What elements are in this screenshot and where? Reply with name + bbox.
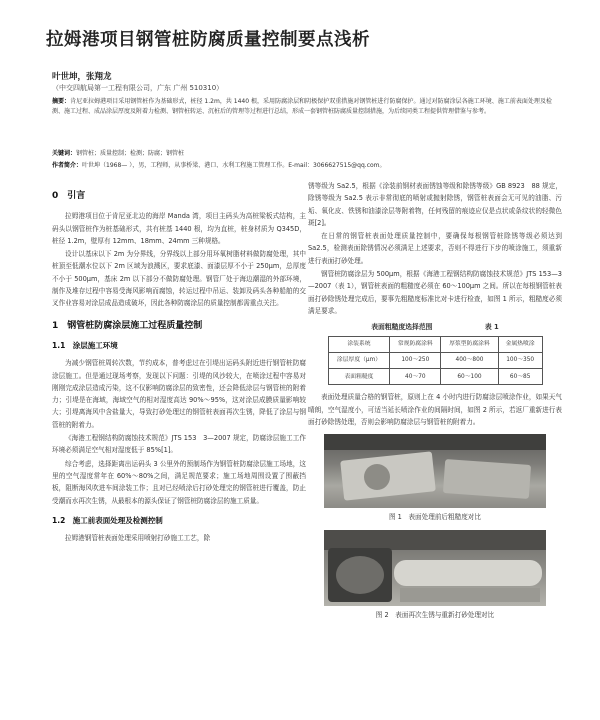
paragraph: 拉姆港钢管桩表面处理采用喷射打砂施工工艺，除 [65, 534, 211, 543]
figure-1-photo [324, 434, 546, 508]
table-caption [308, 321, 562, 333]
keywords-text: 钢管桩；质量控制；检测；防腐；钢管桩 [76, 150, 185, 157]
table-cell: 60～85 [498, 369, 542, 385]
table-cell: 100～250 [390, 352, 441, 368]
table-cell: 涂层厚度（μm） [328, 352, 390, 368]
pipe-opening-photo [336, 556, 384, 594]
table-header-cell: 厚浆型防腐涂料 [441, 336, 499, 352]
bio-label: 作者简介： [52, 162, 83, 169]
paper-authors: 叶世坤，张翔龙 [52, 72, 112, 82]
figure-2-photo [324, 530, 546, 606]
keywords-label: 关键词： [52, 150, 77, 157]
table-cell: 100～350 [498, 352, 542, 368]
table-cell: 400～800 [441, 352, 499, 368]
right-column [308, 180, 562, 627]
paragraph: 综合考虑，选择距离出运码头 3 公里外的预制场作为钢管桩防腐涂层施工场地，这里的空气湿度常年在 60%～80%之间，满足规范要求；施工场地周围设置了围蔽挡板，阻断海风吹进车间涂装工作；且对已经喷涂后打砂处理完的钢管桩进行覆盖，防止受潮而水再次生锈，从最根本的源头保证了钢管桩防腐涂层的施工质量。 [52, 459, 306, 505]
table-cell: 40～70 [390, 369, 441, 385]
photo-background [324, 434, 546, 450]
table-cell: 表面粗糙度 [328, 369, 390, 385]
left-column [52, 180, 306, 545]
table-header-row [328, 336, 542, 352]
figure-2-caption: 图 2 表面再次生锈与重新打砂处理对比 [375, 610, 495, 619]
section-heading-intro: 0 引言 [52, 191, 86, 201]
subsection-heading-1-1: 1.1 涂层施工环境 [52, 340, 118, 350]
roughness-table [328, 336, 543, 386]
paragraph: 在日常的钢管桩表面处理质量控制中，要确保每根钢管桩除锈等级必须达到 Sa2.5，检测表面除锈情况必须满足上述要求，否则不得进行下步的喷涂施工，须重新进行表面打砂处理。 [308, 232, 562, 265]
paragraph: 设计以基床以下 2m 为分界线，分界线以上部分用环氧树脂材料做防腐处理，其中桩顶至低潮水位以下 2m 区域为浪溅区，要求底漆、面漆层厚不小于 250μm，总厚度不小于 500μm，基床 2m 以下部分不做防腐处理。钢管厂处于海边潮湿的外部环境，制作及堆存过程中容易受海风影响而腐蚀，转运过程中吊运、装卸及码头各种船舶的交叉作业容易对涂层成品造成破坏，因此各种防腐涂层的质量控制都需重点关注。 [52, 250, 306, 308]
ground-photo [400, 588, 540, 602]
author-bio [52, 160, 562, 169]
figure-1-caption: 图 1 表面处理前后粗糙度对比 [388, 513, 481, 522]
paper-title: 拉姆港项目钢管桩防腐质量控制要点浅析 [46, 30, 370, 50]
table-cell: 60～100 [441, 369, 499, 385]
paragraph: 拉姆港项目位于肯尼亚北边的海岸 Manda 湾，项目主码头为高桩梁板式结构，主码头以钢管桩作为桩基础形式，共有桩基 1440 根，均为直桩，桩身材质为 Q345D，桩径 1.2m，壁厚有 12mm、18mm、24mm 三种规格。 [52, 212, 306, 245]
paragraph: 钢管桩防腐涂层为 500μm，根据《海港工程钢结构防腐蚀技术规范》JTS 153—3—2007（表 1），钢管桩表面的粗糙度必须在 60～100μm 之间。所以在每根钢管桩表面打砂除锈处理完成后，要事先粗糙度标准比对卡进行检查，如图 1 所示，粗糙度必须满足要求。 [308, 270, 562, 315]
roughness-card-photo [443, 459, 531, 499]
table-caption-text: 表面粗糙度选择范围 [371, 323, 433, 332]
pipe-body-photo [394, 560, 542, 586]
workshop-roof-photo [324, 530, 546, 550]
abstract-label: 摘要： [52, 98, 71, 105]
table-row [328, 369, 542, 385]
abstract [52, 97, 552, 117]
table-header-cell: 涂装系统 [328, 336, 390, 352]
table-number: 表 1 [484, 323, 499, 332]
bio-text: 叶世坤（1968— ），男，工程师，从事桥梁、港口、水利工程施工管理工作。E-mail：3066627515@qq.com。 [82, 162, 386, 169]
section-heading-1: 1 钢管桩防腐涂层施工过程质量控制 [52, 320, 203, 331]
table-header-cell: 常规防腐涂料 [390, 336, 441, 352]
abstract-text: 肯尼亚拉姆港项目采用钢管桩作为基础形式，桩径 1.2m，共 1440 根，采用防腐涂层和阴极保护双重措施对钢管桩进行防腐保护。通过对防腐涂层各施工环境、施工前表面处理及检测、施工过程、成品涂层厚度及附着力检测、钢管桩转运、沉桩后的管理等过程进行总结，形成一套钢管桩防腐质量控制措施，为后续同类工程提供管理借鉴与参考。 [52, 98, 552, 115]
table-header-cell: 金属热喷涂 [498, 336, 542, 352]
paragraph: 表面处理质量合格的钢管桩，原则上在 4 小时内进行防腐涂层喷涂作业，如果天气晴朗，空气湿度小，可适当延长喷涂作业的间隔时间，如图 2 所示，若返厂重新进行表面打砂除锈处理，否则会影响防腐涂层与钢管桩的附着力。 [308, 393, 562, 427]
subsection-heading-1-2: 1.2 施工前表面处理及检测控制 [52, 515, 163, 525]
keywords [52, 148, 552, 157]
paragraph: 锈等级为 Sa2.5，根据《涂装前钢材表面锈蚀等级和除锈等级》GB 8923 88 规定，除锈等级为 Sa2.5 表示非常彻底的喷射或抛射除锈，钢管桩表面会无可见的油脂、污垢、氧化皮、铁锈和油漆涂层等附着物，任何残留的痕迹应仅是点状或条纹状的轻微色斑[2]。 [308, 182, 562, 227]
paper-affiliation: （中交四航局第一工程有限公司，广东 广州 510310） [52, 84, 224, 92]
table-row [328, 352, 542, 368]
paragraph: 为减少钢管桩周转次数，节约成本，普考虑过在引堤出运码头附近进行钢管桩防腐涂层施工。但是通过现场考察，发现以下问题：引堤的风沙较大，在喷涂过程中容易对刚刚完成涂层造成污染，这不仅影响防腐涂层的致密性，还会降低涂层与钢管桩的附着力；引堤是在海域，海域空气的相对湿度高达 90%～95%，这对涂层成膜质量影响较大；引堤离海风中含盐量大，导致打砂处理过的钢管桩表面再次生锈，降低了涂层与钢管桩的附着力。 [52, 359, 306, 429]
paragraph: 《海港工程钢结构防腐蚀技术规范》JTS 153 3—2007 规定，防腐涂层施工工作环境必须满足空气相对湿度低于 85%[1]。 [52, 434, 306, 455]
